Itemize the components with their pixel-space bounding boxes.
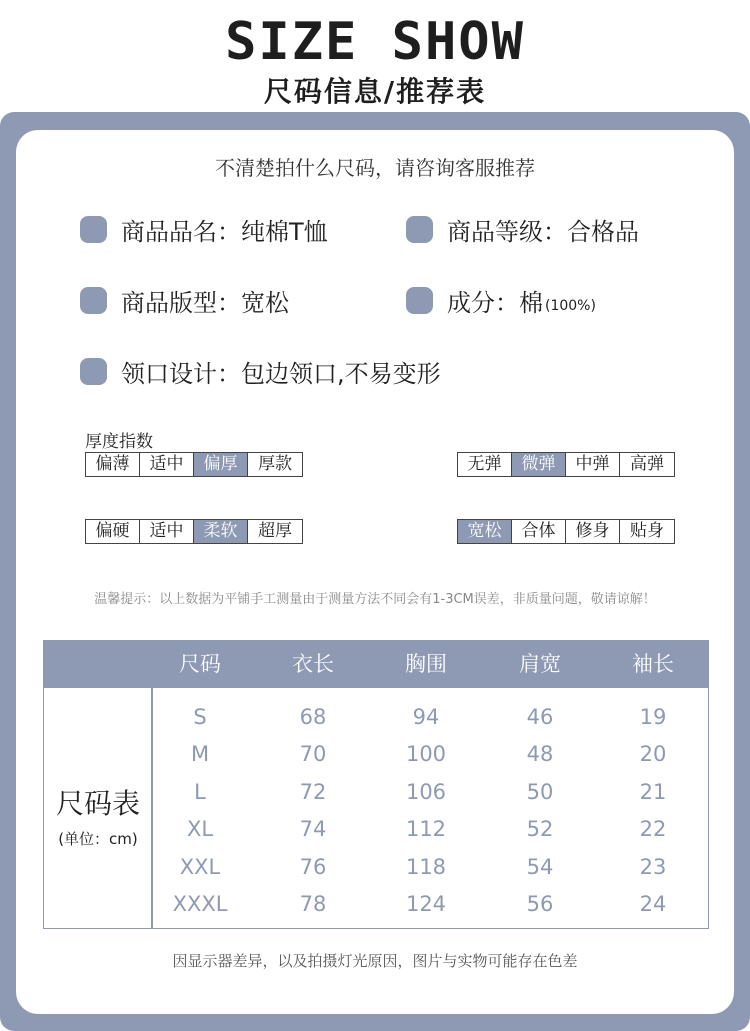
cell-size: L [194,780,206,804]
cell-size: S [193,705,207,729]
spec-material-percent: (100%) [545,298,596,314]
header-chest: 胸围 [405,652,447,676]
cell-shoulder: 46 [526,705,554,729]
spec-product-name-text: 商品品名：纯棉T恤 [121,218,328,246]
cell-chest: 118 [405,855,447,879]
scale-option-selected: 柔软 [194,520,248,543]
header-size: 尺码 [179,652,221,676]
scale-option-selected: 微弹 [512,453,566,476]
spec-fit [80,283,289,318]
cell-length: 72 [299,780,327,804]
cell-length: 78 [299,892,327,916]
spec-fit-text: 商品版型：宽松 [121,289,289,317]
scale-option: 合体 [512,520,566,543]
page-title: SIZE SHOW [225,12,525,72]
header-sleeve: 袖长 [632,652,674,676]
header-length: 衣长 [292,652,334,676]
scale-option: 适中 [140,453,194,476]
thickness-scale [85,452,303,477]
spec-grade-text: 商品等级：合格品 [447,218,639,246]
spec-material-text: 成分：棉 [447,289,543,317]
cell-sleeve: 20 [639,742,667,766]
cell-chest: 112 [405,817,447,841]
page-subtitle: 尺码信息/推荐表 [263,75,487,108]
cell-sleeve: 22 [639,817,667,841]
spec-product-name [80,212,328,247]
spec-grade [406,212,639,247]
scale-option-selected: 宽松 [458,520,512,543]
softness-scale [85,519,303,544]
size-table-label: 尺码表 [55,787,140,820]
cell-shoulder: 50 [526,780,554,804]
scale-option: 无弹 [458,453,512,476]
cell-sleeve: 23 [639,855,667,879]
cell-chest: 124 [405,892,447,916]
bullet-icon [406,287,433,314]
scale-option: 高弹 [630,454,664,474]
cell-shoulder: 48 [526,742,554,766]
cell-size: M [190,742,210,766]
cell-size: XXXL [172,892,228,916]
cell-sleeve: 19 [639,705,667,729]
cell-length: 70 [299,742,327,766]
cell-shoulder: 52 [526,817,554,841]
scale-option: 修身 [566,520,620,543]
cell-chest: 94 [412,705,440,729]
bullet-icon [80,216,107,243]
scale-option: 贴身 [630,521,664,541]
color-disclaimer: 因显示器差异，以及拍摄灯光原因，图片与实物可能存在色差 [172,952,578,970]
size-table-unit: (单位：cm) [58,830,138,848]
bullet-icon [80,287,107,314]
cell-chest: 106 [405,780,447,804]
cell-size: XXL [179,855,221,879]
cell-sleeve: 21 [639,780,667,804]
spec-collar-text: 领口设计：包边领口,不易变形 [121,360,441,388]
cell-length: 76 [299,855,327,879]
bullet-icon [80,358,107,385]
cell-shoulder: 54 [526,855,554,879]
measurement-tip: 温馨提示：以上数据为平铺手工测量由于测量方法不同会有1-3CM误差，非质量问题，敬请谅解！ [94,592,656,607]
cell-length: 68 [299,705,327,729]
spec-material [406,283,596,318]
elasticity-scale [457,452,675,477]
cell-shoulder: 56 [526,892,554,916]
cell-sleeve: 24 [639,892,667,916]
scale-option: 厚款 [258,454,292,474]
fit-scale [457,519,675,544]
cell-length: 74 [299,817,327,841]
size-notice: 不清楚拍什么尺码，请咨询客服推荐 [215,156,535,180]
scale-option-selected: 偏厚 [194,453,248,476]
scale-option: 中弹 [566,453,620,476]
size-table-header [43,640,709,688]
scale-option: 适中 [140,520,194,543]
scale-option: 偏薄 [86,453,140,476]
spec-collar [80,354,441,389]
scale-option: 超厚 [258,521,292,541]
scale-option: 偏硬 [86,520,140,543]
bullet-icon [406,216,433,243]
cell-size: XL [186,817,214,841]
header-shoulder: 肩宽 [519,652,561,676]
thickness-index-title: 厚度指数 [85,432,153,452]
cell-chest: 100 [405,742,447,766]
